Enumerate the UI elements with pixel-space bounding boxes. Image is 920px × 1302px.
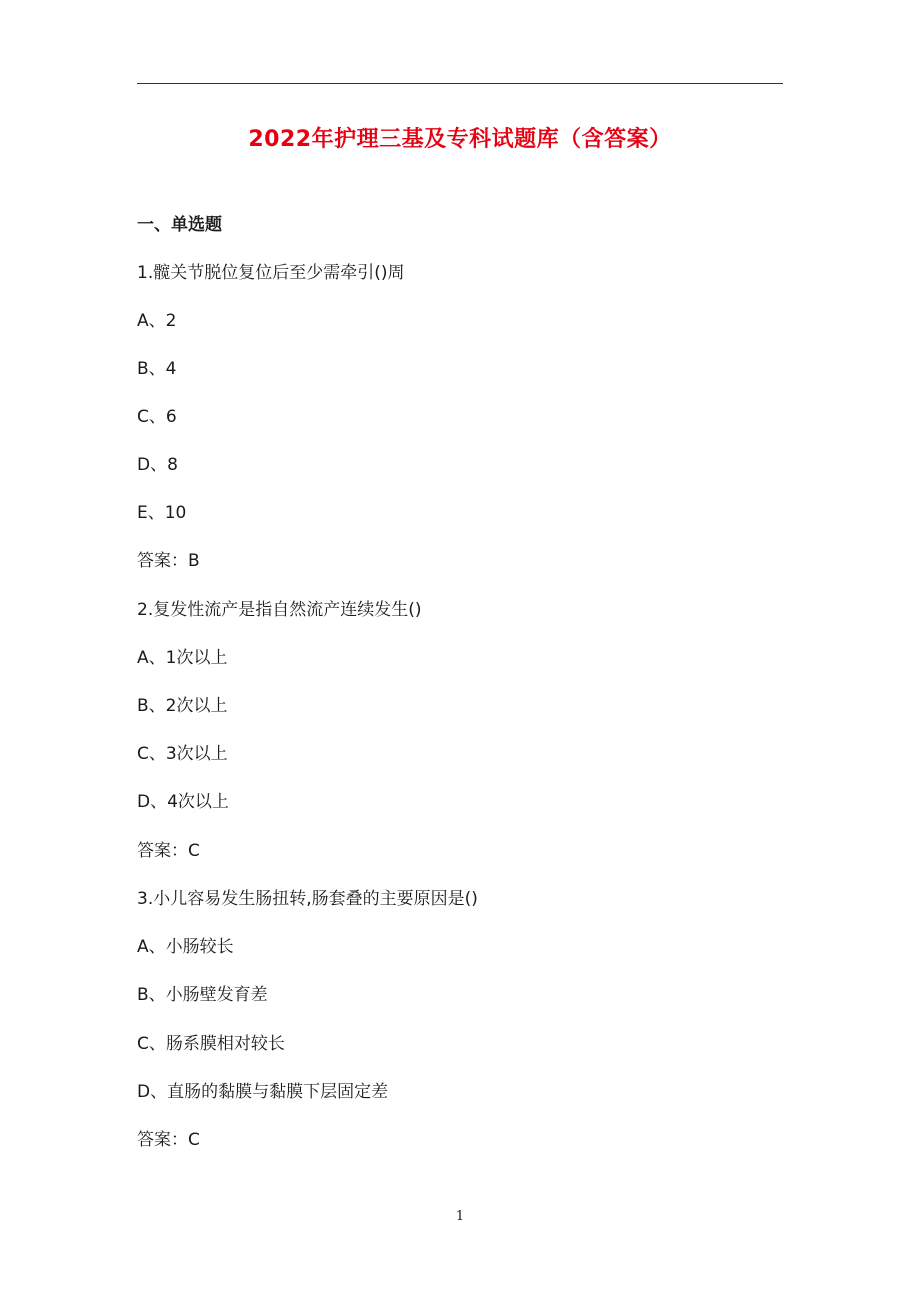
answer: 答案：C (137, 1130, 200, 1150)
option-a: A、2 (137, 311, 177, 331)
option-b: B、小肠壁发育差 (137, 985, 268, 1005)
option-c: C、肠系膜相对较长 (137, 1034, 285, 1054)
answer: 答案：B (137, 551, 200, 571)
question-stem: 1.髋关节脱位复位后至少需牵引()周 (137, 263, 405, 283)
option-a: A、1次以上 (137, 648, 228, 668)
option-b: B、4 (137, 359, 177, 379)
option-d: D、8 (137, 455, 178, 475)
document-title: 2022年护理三基及专科试题库（含答案） (248, 127, 672, 152)
option-e: E、10 (137, 503, 187, 523)
section-heading: 一、单选题 (137, 215, 222, 235)
question-stem: 3.小儿容易发生肠扭转,肠套叠的主要原因是() (137, 889, 478, 909)
page-number: 1 (455, 1209, 465, 1224)
header-rule (137, 83, 783, 84)
question-stem: 2.复发性流产是指自然流产连续发生() (137, 600, 422, 620)
option-d: D、直肠的黏膜与黏膜下层固定差 (137, 1082, 389, 1102)
option-b: B、2次以上 (137, 696, 228, 716)
option-c: C、6 (137, 407, 177, 427)
option-c: C、3次以上 (137, 744, 228, 764)
option-a: A、小肠较长 (137, 937, 234, 957)
option-d: D、4次以上 (137, 792, 229, 812)
answer: 答案：C (137, 841, 200, 861)
